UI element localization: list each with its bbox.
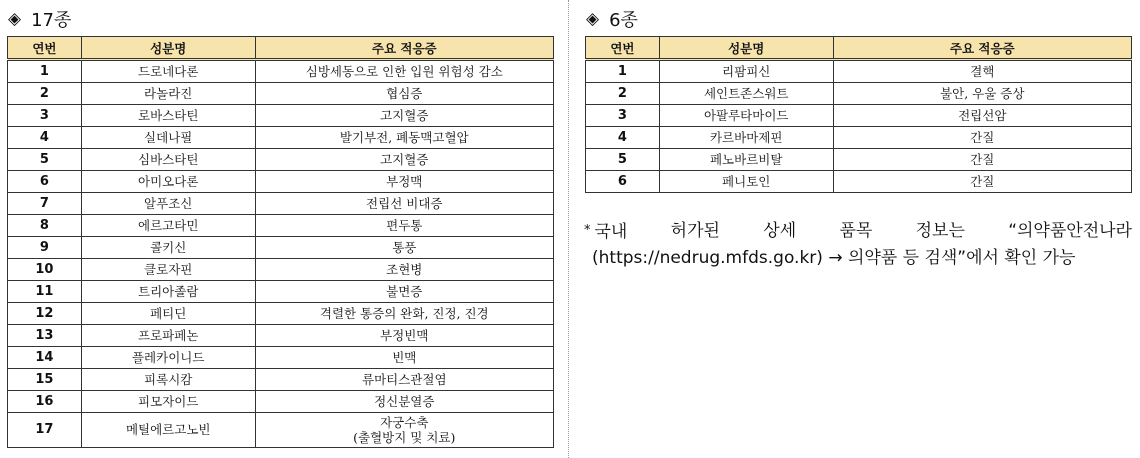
table-row bbox=[586, 105, 1132, 127]
indication: 발기부전, 폐동맥고혈압 bbox=[255, 127, 553, 149]
indication-line-2: (출혈방지 및 치료) bbox=[353, 430, 456, 445]
ingredient-name: 아미오다론 bbox=[81, 171, 255, 193]
ingredient-name: 페니토인 bbox=[659, 171, 833, 193]
row-number: 7 bbox=[8, 193, 82, 215]
table-row bbox=[8, 303, 554, 325]
indication: 류마티스관절염 bbox=[255, 369, 553, 391]
row-number: 16 bbox=[8, 391, 82, 413]
row-number: 2 bbox=[586, 83, 660, 105]
table-row bbox=[8, 127, 554, 149]
row-number: 2 bbox=[8, 83, 82, 105]
ingredient-name: 세인트존스워트 bbox=[659, 83, 833, 105]
indication-line-1: 자궁수축 bbox=[380, 415, 429, 430]
ingredient-name: 에르고타민 bbox=[81, 215, 255, 237]
row-number: 6 bbox=[8, 171, 82, 193]
column-header-number: 연번 bbox=[586, 37, 660, 60]
row-number: 11 bbox=[8, 281, 82, 303]
note-word: * 국내 bbox=[584, 222, 628, 242]
ingredient-name: 피록시캄 bbox=[81, 369, 255, 391]
table-row bbox=[8, 237, 554, 259]
row-number: 3 bbox=[8, 105, 82, 127]
row-number: 8 bbox=[8, 215, 82, 237]
row-number: 17 bbox=[8, 413, 82, 448]
table-row bbox=[8, 105, 554, 127]
ingredient-name: 실데나필 bbox=[81, 127, 255, 149]
indication: 부정맥 bbox=[255, 171, 553, 193]
ingredient-name: 리팜피신 bbox=[659, 60, 833, 83]
ingredient-name: 클로자핀 bbox=[81, 259, 255, 281]
left-section-title: 17종 bbox=[31, 10, 72, 31]
indication: 전립선 비대증 bbox=[255, 193, 553, 215]
indication: 간질 bbox=[833, 127, 1131, 149]
indication: 간질 bbox=[833, 149, 1131, 171]
row-number: 15 bbox=[8, 369, 82, 391]
indication: 전립선암 bbox=[833, 105, 1131, 127]
indication: 통풍 bbox=[255, 237, 553, 259]
table-row bbox=[8, 259, 554, 281]
row-number: 9 bbox=[8, 237, 82, 259]
indication: 편두통 bbox=[255, 215, 553, 237]
ingredient-name: 플레카이니드 bbox=[81, 347, 255, 369]
left-section-heading bbox=[8, 6, 71, 32]
table-row bbox=[586, 127, 1132, 149]
indication: 고지혈증 bbox=[255, 149, 553, 171]
ingredient-name: 심바스타틴 bbox=[81, 149, 255, 171]
table-row bbox=[586, 83, 1132, 105]
right-section-heading bbox=[586, 6, 638, 32]
table-row bbox=[586, 149, 1132, 171]
table-row bbox=[8, 347, 554, 369]
left-table bbox=[7, 36, 554, 448]
column-header-ingredient: 성분명 bbox=[81, 37, 255, 60]
note-word: 정보는 bbox=[915, 221, 965, 241]
table-row bbox=[8, 215, 554, 237]
indication: 빈맥 bbox=[255, 347, 553, 369]
table-row bbox=[8, 171, 554, 193]
indication: 조현병 bbox=[255, 259, 553, 281]
right-table bbox=[585, 36, 1132, 193]
row-number: 3 bbox=[586, 105, 660, 127]
right-table-body bbox=[586, 60, 1132, 193]
ingredient-name: 페티딘 bbox=[81, 303, 255, 325]
section-divider bbox=[568, 0, 569, 458]
note-line-2: (https://nedrug.mfds.go.kr) → 의약품 등 검색”에서 확인 가능 bbox=[592, 248, 1076, 268]
table-row bbox=[8, 193, 554, 215]
note-asterisk: * bbox=[584, 223, 591, 238]
row-number: 4 bbox=[8, 127, 82, 149]
indication: 고지혈증 bbox=[255, 105, 553, 127]
right-table-header-row bbox=[586, 37, 1132, 60]
note-word: “의약품안전나라 bbox=[1008, 221, 1132, 241]
ingredient-name: 피모자이드 bbox=[81, 391, 255, 413]
table-row bbox=[8, 83, 554, 105]
note-line-1 bbox=[584, 218, 1132, 245]
row-number: 4 bbox=[586, 127, 660, 149]
indication: 부정빈맥 bbox=[255, 325, 553, 347]
row-number: 1 bbox=[586, 60, 660, 83]
row-number: 5 bbox=[586, 149, 660, 171]
column-header-indication: 주요 적응증 bbox=[833, 37, 1131, 60]
left-table-header-row bbox=[8, 37, 554, 60]
indication: 정신분열증 bbox=[255, 391, 553, 413]
lookup-note bbox=[584, 218, 1132, 271]
table-row bbox=[8, 413, 554, 448]
table-row bbox=[8, 149, 554, 171]
ingredient-name: 페노바르비탈 bbox=[659, 149, 833, 171]
ingredient-name: 메틸에르고노빈 bbox=[81, 413, 255, 448]
row-number: 5 bbox=[8, 149, 82, 171]
ingredient-name: 콜키신 bbox=[81, 237, 255, 259]
left-table-body bbox=[8, 60, 554, 448]
ingredient-name: 드로네다론 bbox=[81, 60, 255, 83]
indication: 불면증 bbox=[255, 281, 553, 303]
diamond-bullet-icon: ◈ bbox=[586, 9, 600, 29]
note-word: 상세 bbox=[763, 221, 797, 241]
indication: 협심증 bbox=[255, 83, 553, 105]
column-header-number: 연번 bbox=[8, 37, 82, 60]
indication: 결핵 bbox=[833, 60, 1131, 83]
table-row bbox=[8, 281, 554, 303]
indication: 간질 bbox=[833, 171, 1131, 193]
right-section-title: 6종 bbox=[609, 10, 638, 31]
indication: 불안, 우울 증상 bbox=[833, 83, 1131, 105]
ingredient-name: 프로파페논 bbox=[81, 325, 255, 347]
row-number: 6 bbox=[586, 171, 660, 193]
indication: 심방세동으로 인한 입원 위험성 감소 bbox=[255, 60, 553, 83]
table-row bbox=[8, 391, 554, 413]
ingredient-name: 로바스타틴 bbox=[81, 105, 255, 127]
ingredient-name: 카르바마제핀 bbox=[659, 127, 833, 149]
row-number: 10 bbox=[8, 259, 82, 281]
row-number: 1 bbox=[8, 60, 82, 83]
indication: 격렬한 통증의 완화, 진정, 진경 bbox=[255, 303, 553, 325]
column-header-ingredient: 성분명 bbox=[659, 37, 833, 60]
ingredient-name: 라놀라진 bbox=[81, 83, 255, 105]
note-word: 품목 bbox=[839, 221, 873, 241]
column-header-indication: 주요 적응증 bbox=[255, 37, 553, 60]
table-row bbox=[8, 325, 554, 347]
table-row bbox=[586, 60, 1132, 83]
diamond-bullet-icon: ◈ bbox=[8, 9, 22, 29]
table-row bbox=[586, 171, 1132, 193]
table-row bbox=[8, 369, 554, 391]
row-number: 13 bbox=[8, 325, 82, 347]
row-number: 14 bbox=[8, 347, 82, 369]
note-word: 허가된 bbox=[670, 221, 720, 241]
ingredient-name: 알푸조신 bbox=[81, 193, 255, 215]
ingredient-name: 트리아졸람 bbox=[81, 281, 255, 303]
ingredient-name: 아팔루타마이드 bbox=[659, 105, 833, 127]
indication bbox=[255, 413, 553, 448]
row-number: 12 bbox=[8, 303, 82, 325]
table-row bbox=[8, 60, 554, 83]
